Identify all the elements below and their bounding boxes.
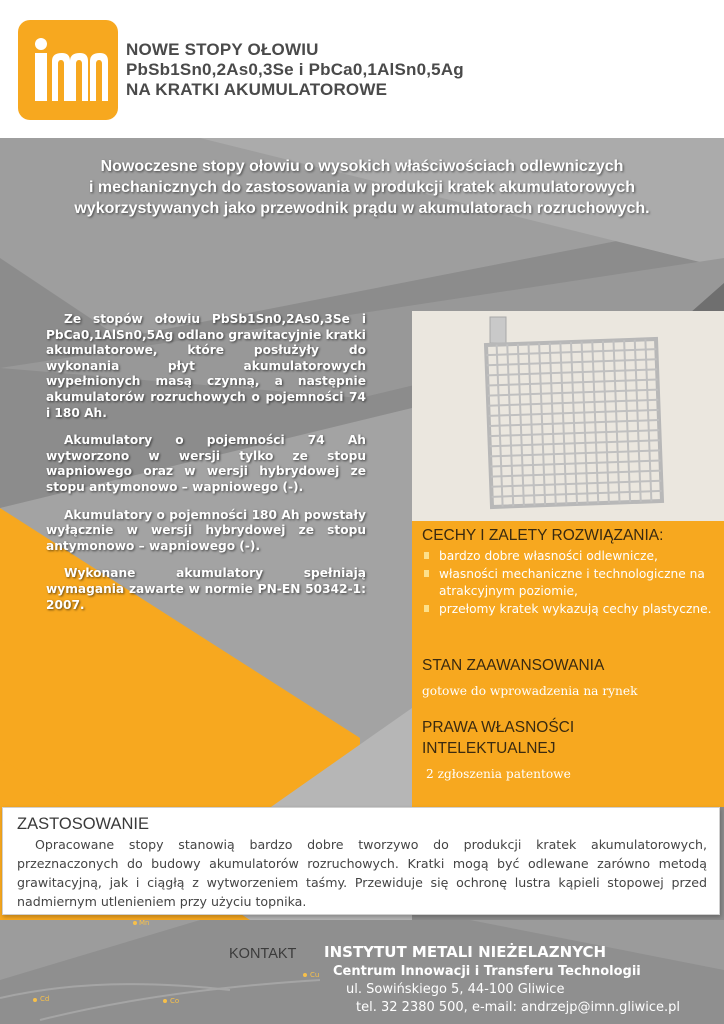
list-item bbox=[422, 566, 717, 601]
intro-text bbox=[30, 156, 694, 219]
bullet-icon bbox=[424, 552, 429, 559]
feature-text: bardzo dobre własności odlewnicze, bbox=[439, 549, 658, 563]
imn-logo bbox=[18, 20, 118, 120]
bullet-icon bbox=[424, 605, 429, 612]
address: ul. Sowińskiego 5, 44-100 Gliwice bbox=[346, 982, 565, 997]
contact-info: tel. 32 2380 500, e-mail: andrzejp@imn.gliwice.pl bbox=[356, 1000, 680, 1015]
footer bbox=[0, 920, 724, 1024]
info-panel bbox=[412, 521, 724, 807]
body-paragraph: Akumulatory o pojemności 74 Ah wytworzono w wersji tylko ze stopu wapniowego oraz w wersji hybrydowej ze stopu antymonowo – wapniowego (-). bbox=[46, 433, 366, 494]
title-line-2: PbSb1Sn0,2As0,3Se i PbCa0,1AlSn0,5Ag bbox=[126, 60, 464, 79]
application-heading: ZASTOSOWANIE bbox=[17, 815, 150, 833]
page-title bbox=[126, 40, 686, 100]
features-heading: CECHY I ZALETY ROZWIĄZANIA: bbox=[422, 527, 664, 544]
battery-grid-photo bbox=[412, 311, 724, 521]
title-line-1: NOWE STOPY OŁOWIU bbox=[126, 40, 319, 59]
title-line-3: NA KRATKI AKUMULATOROWE bbox=[126, 80, 388, 99]
ip-text: 2 zgłoszenia patentowe bbox=[426, 767, 571, 781]
header bbox=[0, 0, 724, 138]
body-text bbox=[46, 312, 366, 625]
ip-heading-line-2: INTELEKTUALNEJ bbox=[422, 740, 556, 757]
element-symbol: Co bbox=[170, 997, 180, 1005]
body-paragraph: Ze stopów ołowiu PbSb1Sn0,2As0,3Se i PbCa0,1AlSn0,5Ag odlano grawitacyjnie kratki akumulatorowe, które posłużyły do wykonania płyt akumulatorowych wypełnionych masą czynną, a następnie akumulatorów rozruchowych o pojemności 74 i 180 Ah. bbox=[46, 312, 366, 420]
element-symbol: Cd bbox=[40, 995, 50, 1003]
battery-grid-image bbox=[412, 311, 724, 521]
list-item bbox=[422, 601, 717, 619]
body-paragraph: Wykonane akumulatory spełniają wymagania zawarte w normie PN-EN 50342-1: 2007. bbox=[46, 566, 366, 612]
intro-line: wykorzystywanych jako przewodnik prądu w akumulatorach rozruchowych. bbox=[74, 200, 650, 217]
center-name: Centrum Innowacji i Transferu Technologii bbox=[333, 964, 641, 979]
status-text: gotowe do wprowadzenia na rynek bbox=[422, 684, 638, 698]
element-symbol: Cu bbox=[310, 971, 320, 979]
institute-name: INSTYTUT METALI NIEŻELAZNYCH bbox=[324, 943, 607, 961]
application-text: Opracowane stopy stanowią bardzo dobre tworzywo do produkcji kratek akumulatorowych, przeznaczonych do budowy akumulatorów rozruchowych. Kratki mogą być odlewane zarówno metodą grawitacyjną, jak i ciągłą z wytworzeniem taśmy. Przewiduje się ochronę lustra kąpieli stopowej przed nadmiernym utlenieniem przy użyciu topnika. bbox=[17, 837, 707, 909]
element-symbol: Mn bbox=[139, 920, 150, 927]
features-list bbox=[422, 548, 717, 618]
intro-line: Nowoczesne stopy ołowiu o wysokich właściwościach odlewniczych bbox=[100, 158, 624, 175]
bullet-icon bbox=[424, 570, 429, 577]
status-heading: STAN ZAAWANSOWANIA bbox=[422, 657, 605, 674]
ip-heading-line-1: PRAWA WŁASNOŚCI bbox=[422, 719, 575, 736]
application-box bbox=[2, 807, 720, 915]
imn-logo-mark bbox=[18, 20, 118, 120]
body-paragraph: Akumulatory o pojemności 180 Ah powstały wyłącznie w wersji hybrydowej ze stopu antymonowo – wapniowego (-). bbox=[46, 507, 366, 553]
intro-line: i mechanicznych do zastosowania w produkcji kratek akumulatorowych bbox=[89, 179, 635, 196]
feature-text: przełomy kratek wykazują cechy plastyczne. bbox=[439, 601, 712, 616]
contact-label: KONTAKT bbox=[229, 946, 297, 962]
list-item bbox=[422, 548, 717, 566]
feature-text: własności mechaniczne i technologiczne na atrakcyjnym poziomie, bbox=[439, 566, 705, 598]
